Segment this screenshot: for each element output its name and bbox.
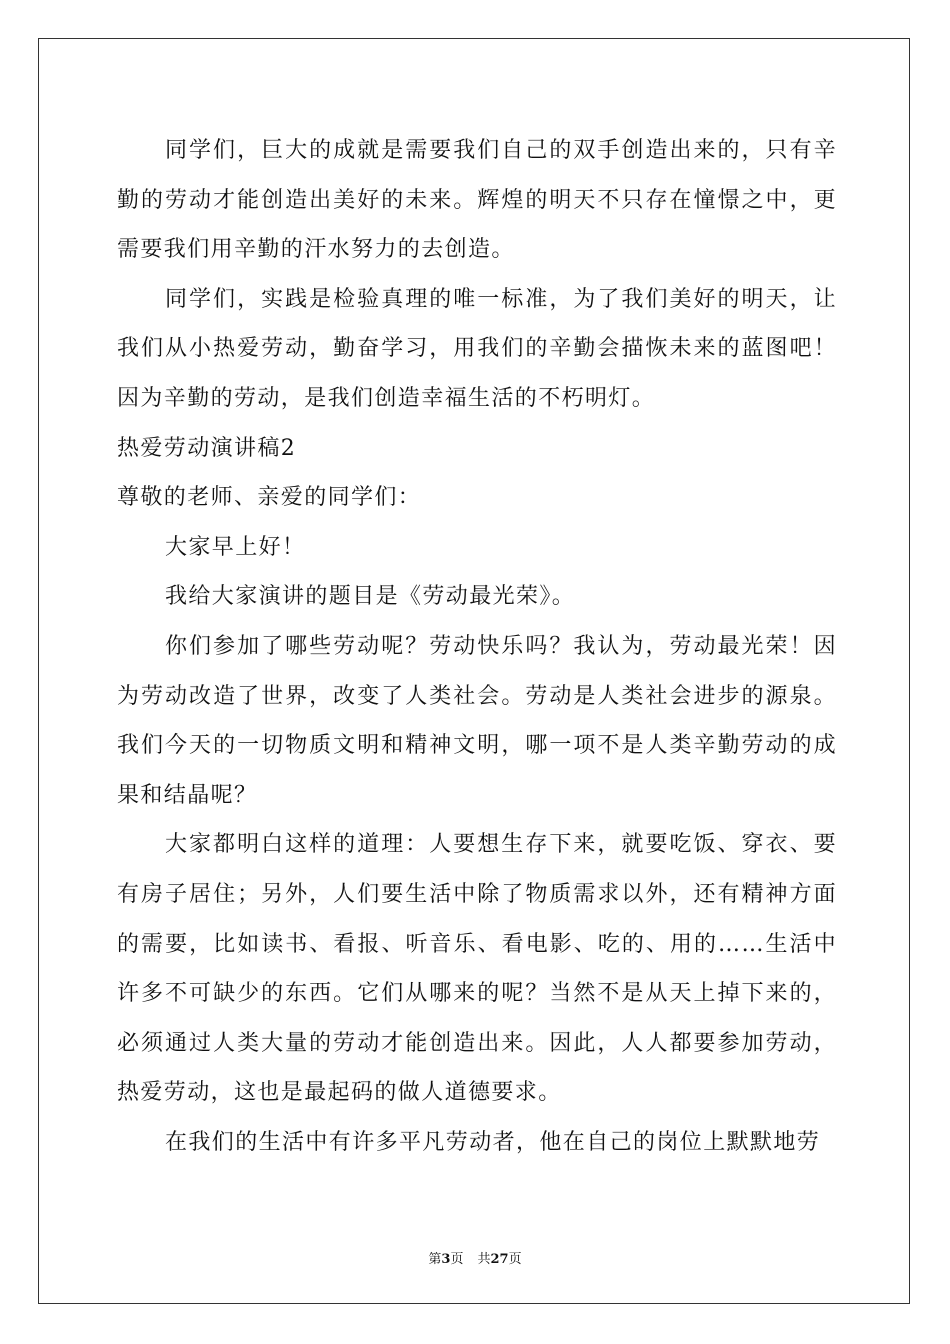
paragraph: 同学们，实践是检验真理的唯一标准，为了我们美好的明天，让我们从小热爱劳动，勤奋学习，用我们的辛勤会描恢未来的蓝图吧！因为辛勤的劳动，是我们创造幸福生活的不朽明灯。 [117, 286, 837, 411]
paragraph: 在我们的生活中有许多平凡劳动者，他在自己的岗位上默默地劳 [165, 1129, 821, 1155]
total-pages-number: 27 [490, 1252, 509, 1267]
document-body [117, 126, 837, 1167]
paragraph: 我给大家演讲的题目是《劳动最光荣》。 [165, 584, 576, 610]
footer-total-word: 页 [508, 1252, 522, 1267]
salutation: 尊敬的老师、亲爱的同学们： [117, 485, 422, 511]
paragraph: 大家早上好！ [165, 534, 306, 560]
paragraph: 你们参加了哪些劳动呢？劳动快乐吗？我认为，劳动最光荣！因为劳动改造了世界，改变了人类社会。劳动是人类社会进步的源泉。我们今天的一切物质文明和精神文明，哪一项不是人类辛勤劳动的成果和结晶呢？ [117, 633, 837, 808]
footer-total-prefix: 共 [477, 1252, 491, 1267]
section-title: 热爱劳动演讲稿2 [117, 435, 297, 461]
footer-page-word: 页 [450, 1252, 464, 1267]
footer-prefix: 第 [428, 1252, 442, 1267]
page-footer [0, 1248, 950, 1267]
paragraph: 同学们，巨大的成就是需要我们自己的双手创造出来的，只有辛勤的劳动才能创造出美好的未来。辉煌的明天不只存在憧憬之中，更需要我们用辛勤的汗水努力的去创造。 [117, 138, 837, 263]
current-page-number: 3 [441, 1252, 451, 1267]
paragraph: 大家都明白这样的道理：人要想生存下来，就要吃饭、穿衣、要有房子居住；另外，人们要生活中除了物质需求以外，还有精神方面的需要，比如读书、看报、听音乐、看电影、吃的、用的……生活中许多不可缺少的东西。它们从哪来的呢？当然不是从天上掉下来的，必须通过人类大量的劳动才能创造出来。因此，人人都要参加劳动，热爱劳动，这也是最起码的做人道德要求。 [117, 832, 837, 1106]
